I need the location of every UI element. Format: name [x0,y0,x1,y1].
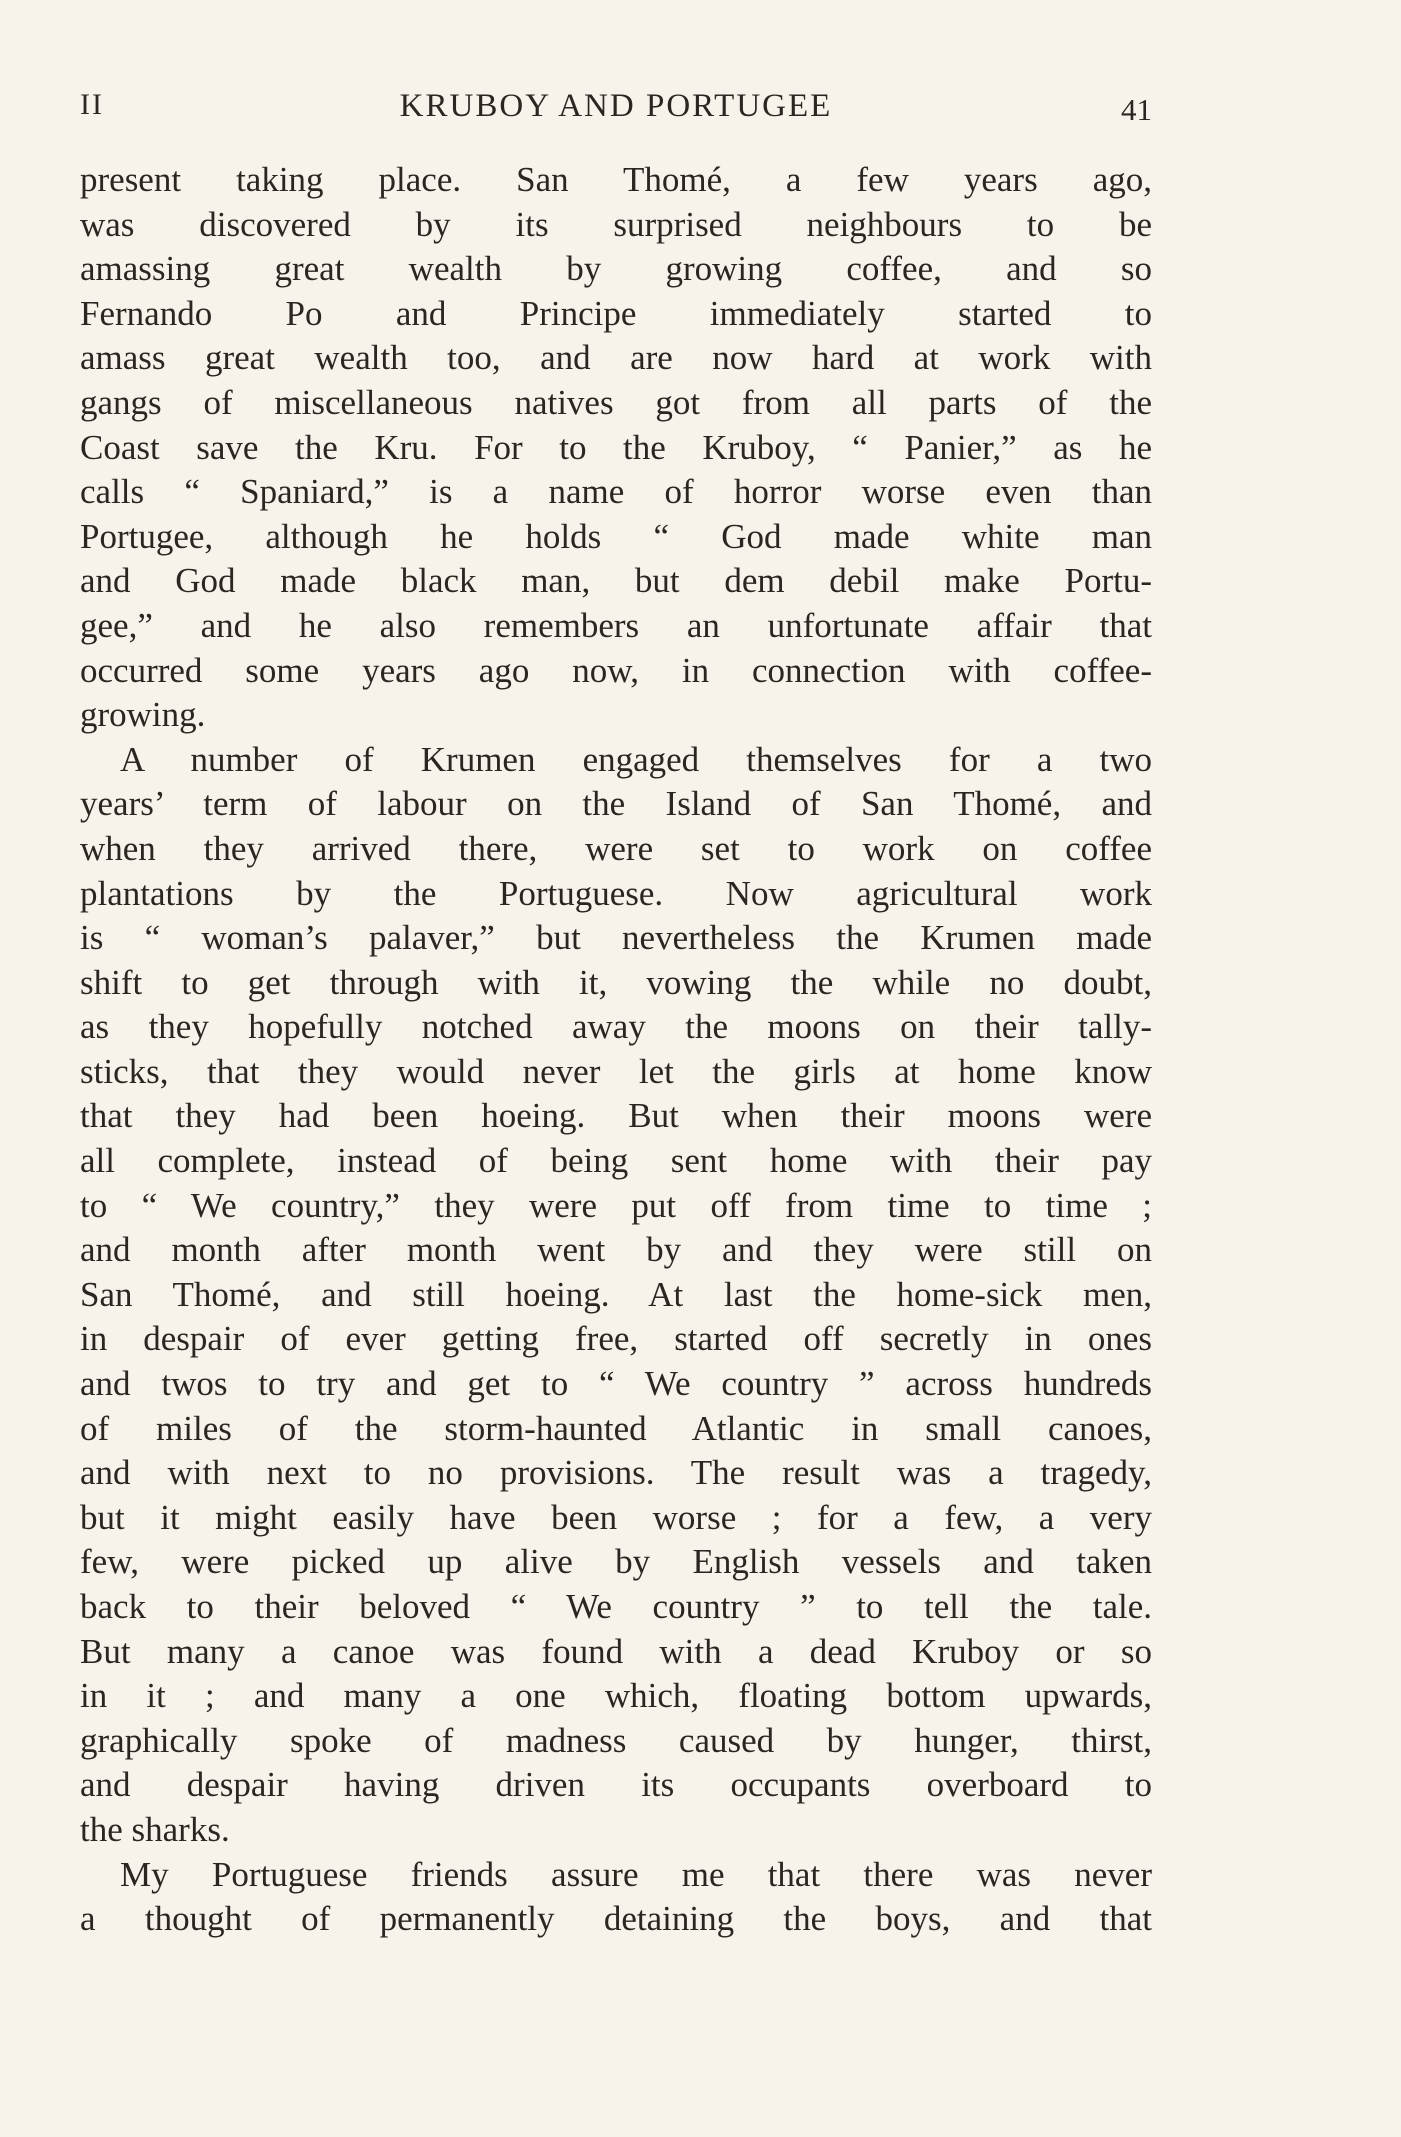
paragraph [80,738,1152,1853]
paragraph [80,158,1152,738]
text-line: years’ term of labour on the Island of San Thomé, and [80,784,1152,824]
paragraph [80,1853,1152,1942]
running-title: KRUBOY AND PORTUGEE [399,88,833,124]
text-line: the sharks. [80,1809,230,1849]
text-line: when they arrived there, were set to work on coffee [80,828,1152,868]
text-line: and month after month went by and they were still on [80,1230,1152,1270]
text-line: that they had been hoeing. But when their moons were [80,1096,1152,1136]
text-line: all complete, instead of being sent home with their pay [80,1141,1152,1181]
text-line: in despair of ever getting free, started off secretly in ones [80,1319,1152,1359]
body-text [80,158,1152,1942]
text-line: a thought of permanently detaining the boys, and that [80,1899,1152,1939]
text-line: gee,” and he also remembers an unfortunate affair that [80,605,1152,645]
text-line: few, were picked up alive by English vessels and taken [80,1542,1152,1582]
text-line: and with next to no provisions. The result was a tragedy, [80,1453,1152,1493]
text-line: amassing great wealth by growing coffee, and so [80,249,1152,289]
text-line: of miles of the storm-haunted Atlantic in small canoes, [80,1408,1152,1448]
text-line: gangs of miscellaneous natives got from all parts of the [80,382,1152,422]
text-line: but it might easily have been worse ; for a few, a very [80,1497,1152,1537]
text-line: and twos to try and get to “ We country ” across hundreds [80,1364,1152,1404]
text-line: was discovered by its surprised neighbours to be [80,204,1152,244]
text-line: and despair having driven its occupants overboard to [80,1765,1152,1805]
text-line: plantations by the Portuguese. Now agricultural work [80,873,1152,913]
text-line: present taking place. San Thomé, a few years ago, [80,160,1152,199]
text-line: occurred some years ago now, in connection with coffee- [80,650,1152,690]
running-head [80,88,1152,136]
text-line: calls “ Spaniard,” is a name of horror worse even than [80,472,1152,512]
text-line: to “ We country,” they were put off from time to time ; [80,1185,1152,1225]
text-line: growing. [80,695,206,735]
text-line: San Thomé, and still hoeing. At last the home-sick men, [80,1274,1152,1314]
text-line: A number of Krumen engaged themselves for a two [120,739,1152,779]
text-line: shift to get through with it, vowing the while no doubt, [80,962,1152,1002]
text-line: Portugee, although he holds “ God made white man [80,516,1152,556]
page-number: 41 [1121,92,1152,127]
text-line: sticks, that they would never let the girls at home know [80,1051,1152,1091]
text-line: back to their beloved “ We country ” to tell the tale. [80,1587,1152,1626]
text-line: amass great wealth too, and are now hard at work with [80,338,1152,378]
chapter-number: II [80,88,104,121]
text-line: My Portuguese friends assure me that there was never [120,1854,1152,1894]
text-line: graphically spoke of madness caused by hunger, thirst, [80,1720,1152,1760]
text-line: is “ woman’s palaver,” but nevertheless the Krumen made [80,918,1152,958]
text-line: Fernando Po and Principe immediately started to [80,293,1152,333]
text-line: as they hopefully notched away the moons on their tally- [80,1007,1152,1047]
text-line: and God made black man, but dem debil make Portu- [80,561,1152,601]
text-line: But many a canoe was found with a dead Kruboy or so [80,1631,1152,1671]
text-line: in it ; and many a one which, floating bottom upwards, [80,1676,1152,1716]
text-line: Coast save the Kru. For to the Kruboy, “ Panier,” as he [80,427,1152,467]
